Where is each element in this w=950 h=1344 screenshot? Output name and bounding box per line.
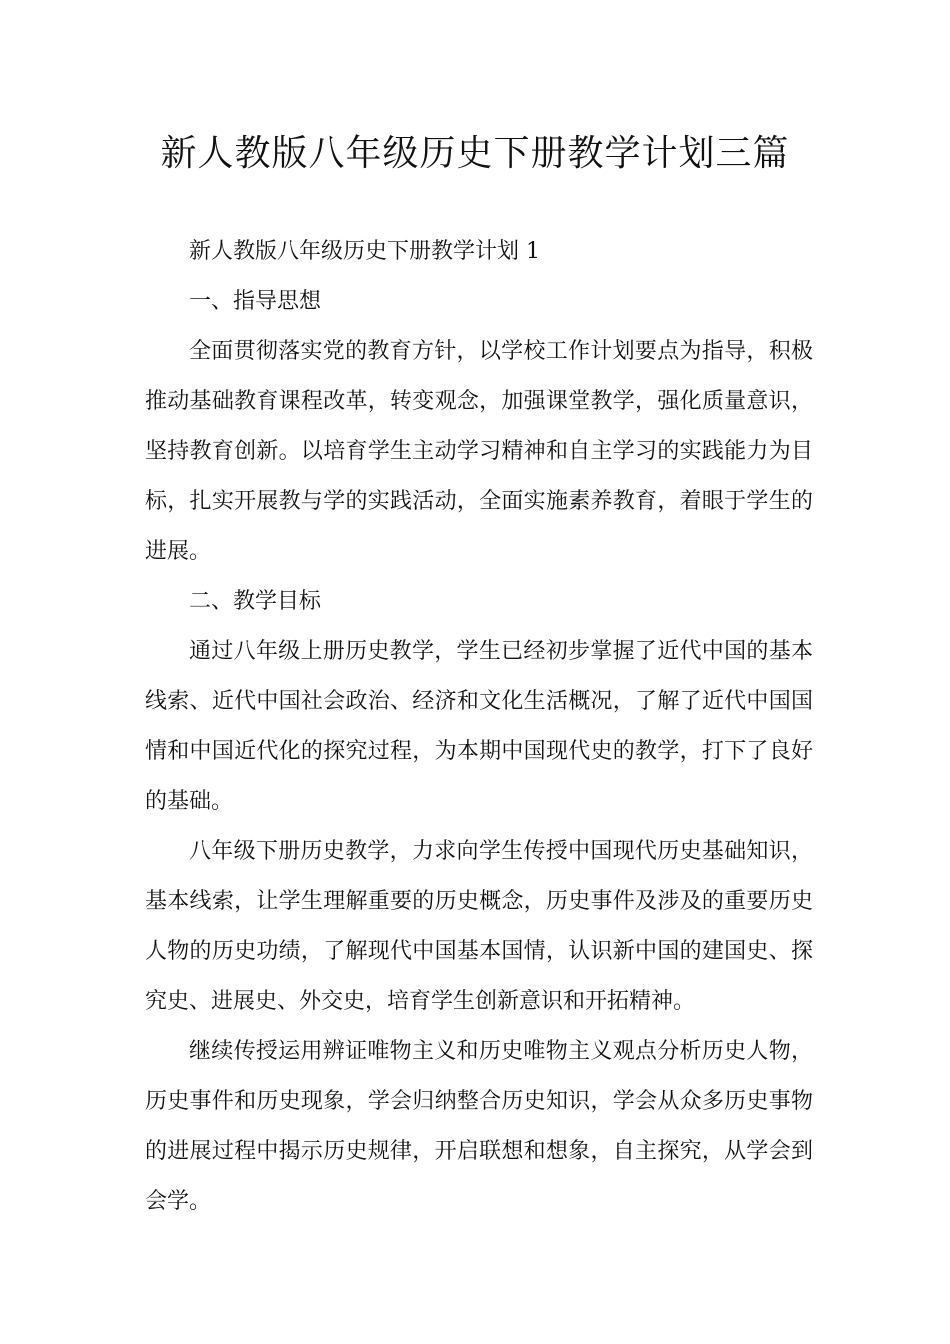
paragraph-goals-3: 继续传授运用辨证唯物主义和历史唯物主义观点分析历史人物，历史事件和历史现象，学会归纳整合历史知识，学会从众多历史事物的进展过程中揭示历史规律，开启联想和想象，自主探究，从学会到会学。	[145, 1039, 813, 1214]
section-heading-guiding-thought: 一、指导思想	[189, 289, 322, 314]
document-body	[145, 227, 813, 1227]
section-heading-teaching-goals: 二、教学目标	[189, 589, 322, 614]
paragraph-guiding-thought: 全面贯彻落实党的教育方针，以学校工作计划要点为指导，积极推动基础教育课程改革，转变观念，加强课堂教学，强化质量意识，坚持教育创新。以培育学生主动学习精神和自主学习的实践能力为目标，扎实开展教与学的实践活动，全面实施素养教育，着眼于学生的进展。	[145, 339, 813, 564]
paragraph-goals-1: 通过八年级上册历史教学，学生已经初步掌握了近代中国的基本线索、近代中国社会政治、经济和文化生活概况，了解了近代中国国情和中国近代化的探究过程，为本期中国现代史的教学，打下了良好的基础。	[145, 639, 813, 814]
plan-subtitle: 新人教版八年级历史下册教学计划 1	[189, 239, 540, 264]
document-title: 新人教版八年级历史下册教学计划三篇	[160, 133, 790, 174]
paragraph-goals-2: 八年级下册历史教学，力求向学生传授中国现代历史基础知识，基本线索，让学生理解重要的历史概念，历史事件及涉及的重要历史人物的历史功绩，了解现代中国基本国情，认识新中国的建国史、探究史、进展史、外交史，培育学生创新意识和开拓精神。	[145, 839, 813, 1014]
